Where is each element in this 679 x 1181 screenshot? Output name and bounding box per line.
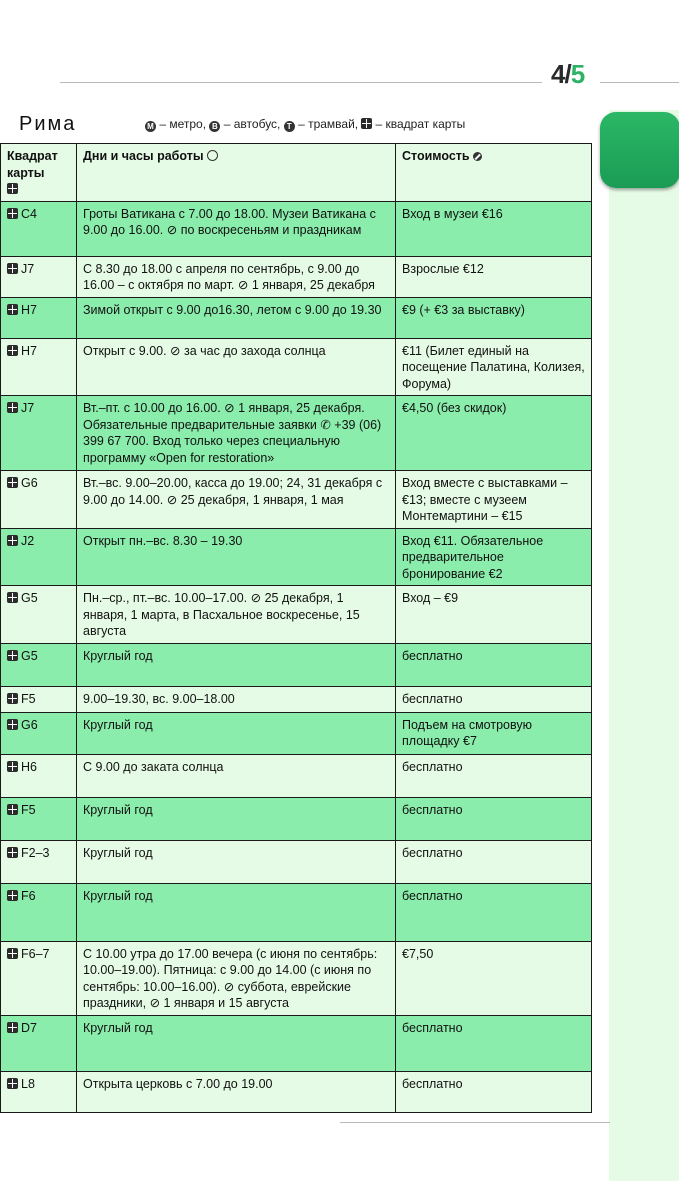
cell-hours: Открыта церковь с 7.00 до 19.00 <box>77 1071 396 1112</box>
metro-icon: M <box>145 121 156 132</box>
map-grid-icon <box>7 847 18 858</box>
table-row <box>1 297 592 338</box>
cell-price: бесплатно <box>396 1015 592 1071</box>
map-grid-icon <box>7 592 18 603</box>
cell-price: бесплатно <box>396 643 592 686</box>
cell-hours: Круглый год <box>77 797 396 840</box>
page-current: 4 <box>551 59 565 89</box>
grid-ref: F6 <box>21 888 36 903</box>
header-price-label: Стоимость <box>402 149 470 163</box>
grid-ref: H7 <box>21 302 37 317</box>
map-grid-icon <box>7 761 18 772</box>
map-grid-icon <box>7 693 18 704</box>
map-grid-icon <box>7 535 18 546</box>
page-slash: / <box>564 59 571 89</box>
map-grid-icon <box>7 1022 18 1033</box>
cell-grid <box>1 643 77 686</box>
grid-ref: L8 <box>21 1076 35 1091</box>
cell-grid <box>1 471 77 529</box>
grid-ref: D7 <box>21 1020 37 1035</box>
header-price <box>396 144 592 202</box>
cell-price: Вход в музеи €16 <box>396 201 592 256</box>
page-total: 5 <box>570 59 585 89</box>
grid-ref: G5 <box>21 591 38 605</box>
grid-ref: F5 <box>21 802 36 817</box>
grid-ref: H6 <box>21 759 37 774</box>
top-rule <box>60 82 542 83</box>
cell-hours: С 9.00 до заката солнца <box>77 754 396 797</box>
grid-ref: F6–7 <box>21 946 50 961</box>
side-panel <box>609 110 679 1181</box>
cell-hours: Открыт с 9.00. ⊘ за час до захода солнца <box>77 338 396 396</box>
map-grid-icon <box>7 304 18 315</box>
map-grid-icon <box>7 948 18 959</box>
table-row <box>1 686 592 712</box>
map-grid-icon <box>361 118 372 129</box>
legend-metro: – метро, <box>159 117 207 131</box>
cell-hours: Круглый год <box>77 712 396 754</box>
cell-hours: Круглый год <box>77 1015 396 1071</box>
table-row <box>1 586 592 644</box>
header-hours-label: Дни и часы работы <box>83 149 204 163</box>
cell-grid <box>1 712 77 754</box>
cell-grid <box>1 754 77 797</box>
table-row <box>1 471 592 529</box>
cell-hours: Круглый год <box>77 883 396 941</box>
table-row <box>1 528 592 586</box>
cell-grid <box>1 256 77 297</box>
cell-grid <box>1 883 77 941</box>
cell-hours: Гроты Ватикана с 7.00 до 18.00. Музеи Ватикана с 9.00 до 16.00. ⊘ по воскресеньям и праздникам <box>77 201 396 256</box>
cell-hours: Круглый год <box>77 643 396 686</box>
cell-hours: С 8.30 до 18.00 с апреля по сентябрь, с 9.00 до 16.00 – с октября по март. ⊘ 1 января, 25 декабря <box>77 256 396 297</box>
grid-ref: F2–3 <box>21 845 50 860</box>
cell-hours: Зимой открыт с 9.00 до16.30, летом с 9.00 до 19.30 <box>77 297 396 338</box>
map-grid-icon <box>7 208 18 219</box>
grid-ref: J7 <box>21 261 35 276</box>
cell-grid <box>1 297 77 338</box>
cell-grid <box>1 201 77 256</box>
map-grid-icon <box>7 1078 18 1089</box>
legend-bus: – автобус, <box>223 117 281 131</box>
cell-price: Вход – €9 <box>396 586 592 644</box>
cell-hours: Вт.–пт. с 10.00 до 16.00. ⊘ 1 января, 25 декабря. Обязательные предварительные заявки ✆ +39 (06) 399 67 700. Вход только через специальную программу «Open for restoration» <box>77 396 396 471</box>
cell-hours: Круглый год <box>77 840 396 883</box>
map-grid-icon <box>7 804 18 815</box>
table-row <box>1 396 592 471</box>
table-row <box>1 840 592 883</box>
grid-ref: G5 <box>21 648 38 663</box>
top-rule-right <box>600 82 679 83</box>
map-grid-icon <box>7 719 18 730</box>
table-row <box>1 1071 592 1112</box>
cell-grid <box>1 941 77 1015</box>
attractions-table <box>0 143 592 1113</box>
cell-grid <box>1 1015 77 1071</box>
table-row <box>1 201 592 256</box>
cell-price: Вход €11. Обязательное предварительное бронирование €2 <box>396 528 592 586</box>
cell-price: бесплатно <box>396 840 592 883</box>
cell-grid <box>1 528 77 586</box>
bottom-rule <box>340 1122 610 1123</box>
cell-price: €11 (Билет единый на посещение Палатина, Колизея, Форума) <box>396 338 592 396</box>
map-grid-icon <box>7 477 18 488</box>
table-row <box>1 941 592 1015</box>
cell-hours: Открыт пн.–вс. 8.30 – 19.30 <box>77 528 396 586</box>
cell-price: Взрослые €12 <box>396 256 592 297</box>
table-row <box>1 338 592 396</box>
chapter-tab[interactable] <box>600 112 679 188</box>
map-grid-icon <box>7 890 18 901</box>
cell-grid <box>1 797 77 840</box>
page-heading: Рима <box>19 113 77 135</box>
cell-hours: С 10.00 утра до 17.00 вечера (с июня по сентябрь: 10.00–19.00). Пятница: с 9.00 до 14.00 (с июня по сентябрь: 10.00–16.00). ⊘ суббота, еврейские праздники, ⊘ 1 января и 15 августа <box>77 941 396 1015</box>
grid-ref: G6 <box>21 476 38 490</box>
table-row <box>1 754 592 797</box>
table-row <box>1 1015 592 1071</box>
grid-ref: J2 <box>21 533 35 548</box>
clock-icon <box>207 150 218 161</box>
tram-icon: T <box>284 121 295 132</box>
cell-hours: Вт.–вс. 9.00–20.00, касса до 19.00; 24, 31 декабря с 9.00 до 14.00. ⊘ 25 декабря, 1 января, 1 мая <box>77 471 396 529</box>
map-grid-icon <box>7 183 18 194</box>
cell-price: бесплатно <box>396 797 592 840</box>
cell-price: бесплатно <box>396 883 592 941</box>
table-row <box>1 643 592 686</box>
cell-grid <box>1 686 77 712</box>
legend-grid: – квадрат карты <box>375 117 466 131</box>
grid-ref: F5 <box>21 691 36 706</box>
cell-price: €7,50 <box>396 941 592 1015</box>
cell-grid <box>1 1071 77 1112</box>
legend <box>145 117 465 132</box>
table-header <box>1 144 592 202</box>
grid-ref: G6 <box>21 717 38 732</box>
map-grid-icon <box>7 650 18 661</box>
table-row <box>1 883 592 941</box>
header-grid-label: Квадрат карты <box>7 149 58 180</box>
grid-ref: H7 <box>21 343 37 358</box>
cell-price: бесплатно <box>396 686 592 712</box>
map-grid-icon <box>7 402 18 413</box>
table-row <box>1 797 592 840</box>
cell-price: €4,50 (без скидок) <box>396 396 592 471</box>
header-hours <box>77 144 396 202</box>
cell-price: бесплатно <box>396 754 592 797</box>
cell-price: €9 (+ €3 за выставку) <box>396 297 592 338</box>
page-number <box>551 59 584 90</box>
map-grid-icon <box>7 345 18 356</box>
cell-grid <box>1 586 77 644</box>
cell-price: Подъем на смотровую площадку €7 <box>396 712 592 754</box>
cell-grid <box>1 840 77 883</box>
legend-tram: – трамвай, <box>298 117 359 131</box>
map-grid-icon <box>7 263 18 274</box>
header-grid <box>1 144 77 202</box>
cell-hours: Пн.–ср., пт.–вс. 10.00–17.00. ⊘ 25 декабря, 1 января, 1 марта, в Пасхальное воскресенье, 15 августа <box>77 586 396 644</box>
table-row <box>1 712 592 754</box>
bus-icon: B <box>209 121 220 132</box>
cell-price: Вход вместе с выставками – €13; вместе с музеем Монтемартини – €15 <box>396 471 592 529</box>
cell-grid <box>1 396 77 471</box>
table-row <box>1 256 592 297</box>
cell-price: бесплатно <box>396 1071 592 1112</box>
grid-ref: J7 <box>21 401 35 415</box>
cell-hours: 9.00–19.30, вс. 9.00–18.00 <box>77 686 396 712</box>
cell-grid <box>1 338 77 396</box>
grid-ref: C4 <box>21 206 37 221</box>
price-icon <box>473 152 482 161</box>
